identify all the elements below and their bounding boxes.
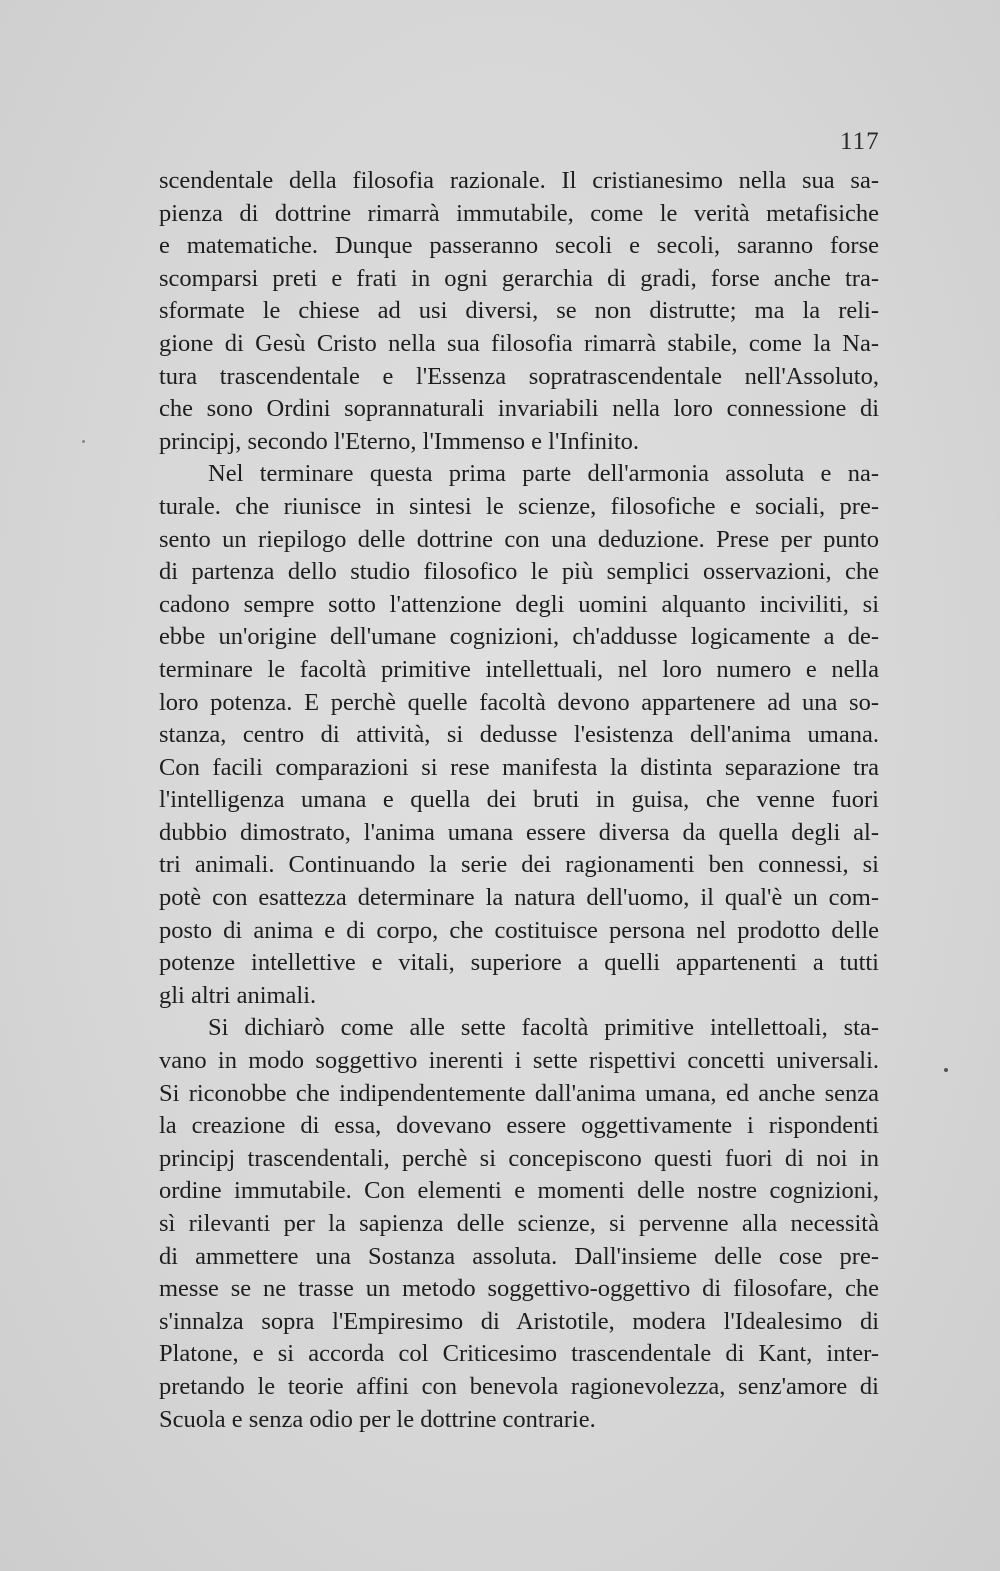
text-line: di ammettere una Sostanza assoluta. Dall'insieme delle cose pre- [159, 1242, 879, 1270]
text-line: gione di Gesù Cristo nella sua filosofia rimarrà stabile, come la Na- [159, 329, 879, 357]
text-line: sento un riepilogo delle dottrine con una deduzione. Prese per punto [159, 525, 879, 553]
text-line: messe se ne trasse un metodo soggettivo-oggettivo di filosofare, che [159, 1275, 879, 1303]
text-line: vano in modo soggettivo inerenti i sette rispettivi concetti universali. [159, 1047, 879, 1075]
paragraph-end-line: gli altri animali. [159, 981, 317, 1009]
text-line: Platone, e si accorda col Criticesimo trascendentale di Kant, inter- [159, 1340, 879, 1368]
text-line: di partenza dello studio filosofico le più semplici osservazioni, che [159, 558, 879, 586]
text-line: Con facili comparazioni si rese manifesta la distinta separazione tra [159, 753, 879, 781]
text-line: potè con esattezza determinare la natura dell'uomo, il qual'è un com- [159, 884, 879, 912]
text-line: scomparsi preti e frati in ogni gerarchia di gradi, forse anche tra- [159, 264, 879, 292]
text-line: pienza di dottrine rimarrà immutabile, come le verità metafisiche [159, 199, 879, 227]
paragraph-start-line: Nel terminare questa prima parte dell'armonia assoluta e na- [208, 460, 879, 488]
text-line: posto di anima e di corpo, che costituisce persona nel prodotto delle [159, 916, 879, 944]
paragraph-end-line: Scuola e senza odio per le dottrine contrarie. [159, 1405, 596, 1433]
text-line: loro potenza. E perchè quelle facoltà devono appartenere ad una so- [159, 688, 879, 716]
text-line: tura trascendentale e l'Essenza sopratrascendentale nell'Assoluto, [159, 362, 879, 390]
text-line: pretando le teorie affini con benevola ragionevolezza, senz'amore di [159, 1372, 879, 1400]
page-number: 117 [840, 128, 880, 155]
text-line: Si riconobbe che indipendentemente dall'anima umana, ed anche senza [159, 1079, 879, 1107]
body-text [159, 165, 879, 1436]
text-line: cadono sempre sotto l'attenzione degli uomini alquanto inciviliti, si [159, 590, 879, 618]
text-line: s'innalza sopra l'Empiresimo di Aristotile, modera l'Idealesimo di [159, 1307, 879, 1335]
text-line: tri animali. Continuando la serie dei ragionamenti ben connessi, si [159, 851, 879, 879]
text-line: dubbio dimostrato, l'anima umana essere diversa da quella degli al- [159, 818, 879, 846]
text-line: principj trascendentali, perchè si concepiscono questi fuori di noi in [159, 1144, 879, 1172]
text-line: sì rilevanti per la sapienza delle scienze, si pervenne alla necessità [159, 1210, 879, 1237]
paragraph-start-line: Si dichiarò come alle sette facoltà primitive intellettoali, sta- [208, 1014, 879, 1042]
paper-speck [82, 440, 85, 443]
text-line: turale. che riunisce in sintesi le scienze, filosofiche e sociali, pre- [159, 492, 879, 520]
text-line: sformate le chiese ad usi diversi, se non distrutte; ma la reli- [159, 297, 879, 325]
paper-speck [944, 1068, 948, 1072]
text-line: ordine immutabile. Con elementi e momenti delle nostre cognizioni, [159, 1177, 879, 1205]
text-line: scendentale della filosofia razionale. Il cristianesimo nella sua sa- [159, 167, 879, 194]
text-line: la creazione di essa, dovevano essere oggettivamente i rispondenti [159, 1112, 879, 1140]
text-line: l'intelligenza umana e quella dei bruti in guisa, che venne fuori [159, 786, 879, 814]
text-line: potenze intellettive e vitali, superiore a quelli appartenenti a tutti [159, 949, 879, 977]
text-line: e matematiche. Dunque passeranno secoli e secoli, saranno forse [159, 232, 879, 260]
text-line: stanza, centro di attività, si dedusse l'esistenza dell'anima umana. [159, 721, 879, 749]
text-line: ebbe un'origine dell'umane cognizioni, ch'addusse logicamente a de- [159, 623, 879, 651]
text-line: terminare le facoltà primitive intellettuali, nel loro numero e nella [159, 655, 879, 683]
text-line: che sono Ordini soprannaturali invariabili nella loro connessione di [159, 395, 879, 423]
paragraph-end-line: principj, secondo l'Eterno, l'Immenso e l'Infinito. [159, 427, 639, 455]
